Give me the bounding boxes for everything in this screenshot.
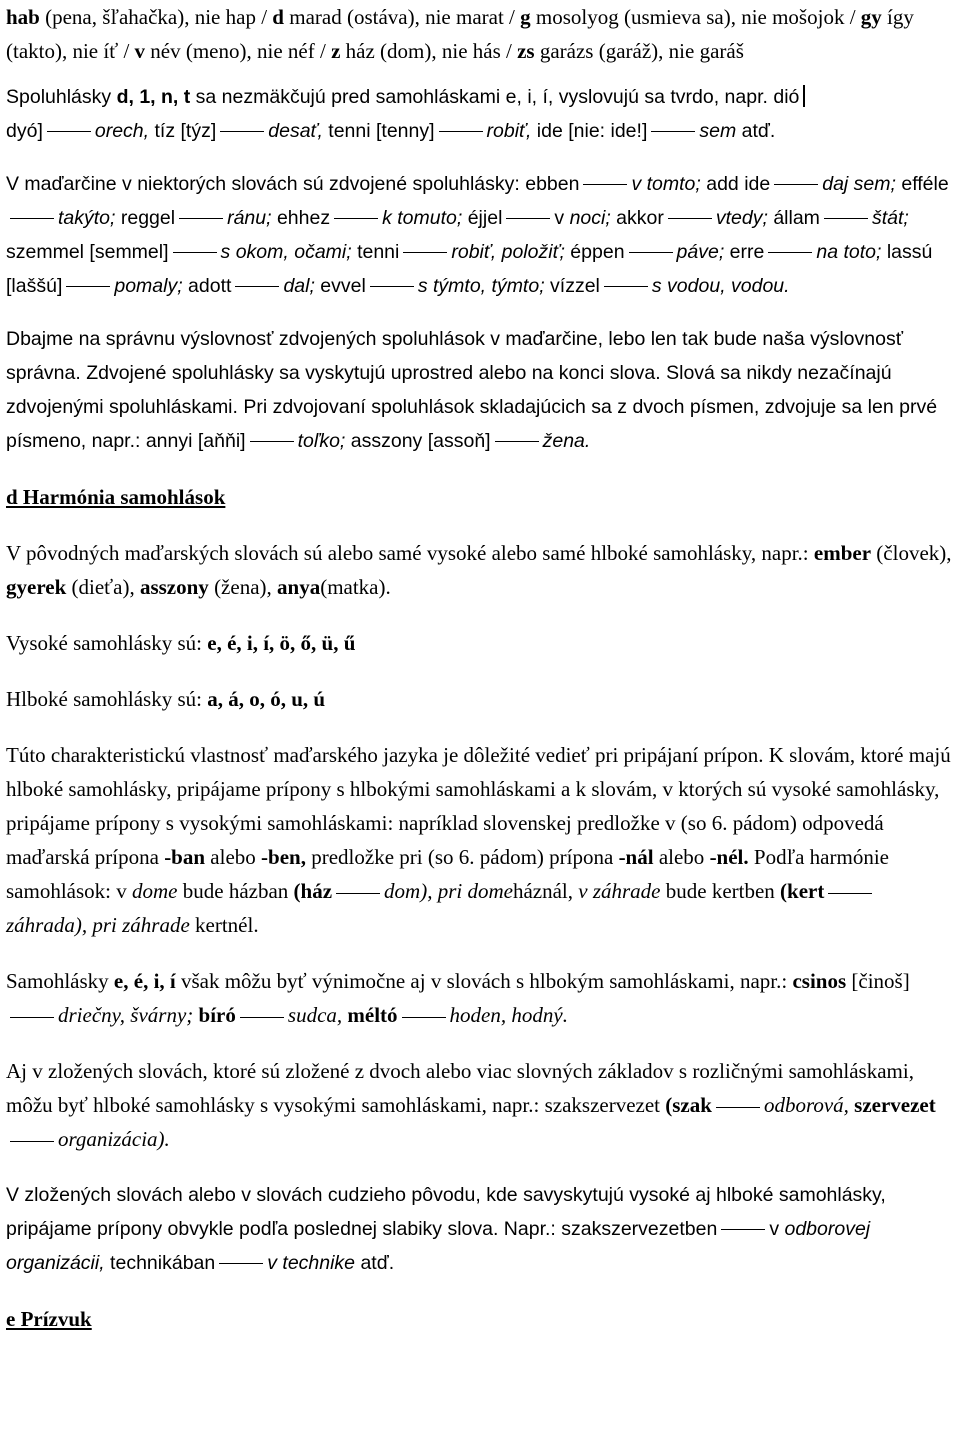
em-dash bbox=[439, 131, 483, 132]
text-run: éjjel bbox=[462, 207, 503, 229]
em-dash bbox=[668, 218, 712, 219]
paragraph-no-palatalization: Spoluhlásky d, 1, n, t sa nezmäkčujú pred samohláskami e, i, í, vyslovujú sa tvrdo, napr. dió dyó] orech, tíz [týz] desať, tenni [tenny] robiť, ide [nie: ide!] sem atď. bbox=[6, 80, 954, 148]
text-run: ránu; bbox=[227, 207, 272, 229]
paragraph-suffix-harmony: Túto charakteristickú vlastnosť maďarského jazyka je dôležité vedieť pri pripájaní prípon. K slovám, ktoré majú hlboké samohlásky, pripájame prípony s hlbokými samohláskami a k slovám, v ktorých sú vysoké samohlásky, pripájame prípony s vysokými samohláskami: napríklad slovenskej predložke v (so 6. pádom) odpovedá maďarská prípona -ban alebo -ben, predložke pri (so 6. pádom) prípona -nál alebo -nél. Podľa harmónie samohlások: v dome bude házban (ház dom), pri domeháznál, v záhrade bude kertben (kertzáhrada), pri záhrade kertnél. bbox=[6, 743, 951, 937]
em-dash bbox=[235, 286, 279, 287]
section-heading-stress: e Prízvuk bbox=[6, 1307, 92, 1331]
text-run: vtedy; bbox=[715, 207, 768, 229]
text-run: noci; bbox=[564, 207, 611, 229]
em-dash bbox=[220, 131, 264, 132]
em-dash bbox=[219, 1263, 263, 1264]
text-run: lassú [laššú] bbox=[6, 241, 933, 297]
em-dash bbox=[403, 252, 447, 253]
em-dash bbox=[583, 184, 627, 185]
em-dash bbox=[66, 286, 110, 287]
text-run: efféle bbox=[895, 173, 949, 195]
text-run: k tomuto; bbox=[382, 207, 463, 229]
em-dash bbox=[47, 131, 91, 132]
em-dash bbox=[824, 218, 868, 219]
em-dash bbox=[370, 286, 414, 287]
text-run: v tomto; bbox=[631, 173, 701, 195]
paragraph-double-consonants bbox=[6, 167, 954, 303]
text-run: állam bbox=[767, 207, 820, 229]
paragraph-high-vowels: Vysoké samohlásky sú: e, é, i, í, ö, ő, ü, ű bbox=[6, 631, 356, 655]
paragraph-pronunciation: Dbajme na správnu výslovnosť zdvojených spoluhlások v maďarčine, lebo len tak bude naša výslovnosť správna. Zdvojené spoluhlásky sa vyskytujú uprostred alebo na konci slova. Slová sa nikdy nezačínajú zdvojenými spoluhláskami. Pri zdvojovaní spoluhlások skladajúcich sa z dvoch písmen, zdvojuje sa len prvé písmeno, napr.: annyi [aňňi] toľko; asszony [assoň] žena. bbox=[6, 328, 938, 452]
em-dash bbox=[774, 184, 818, 185]
em-dash bbox=[716, 1107, 760, 1108]
paragraph-foreign-words: V zložených slovách alebo v slovách cudzieho pôvodu, kde savyskytujú vysoké aj hlboké samohlásky, pripájame prípony obvykle podľa poslednej slabiky slova. Napr.: szakszervezetben v odborovej organizácii, technikában v technike atď. bbox=[6, 1184, 886, 1274]
em-dash bbox=[828, 893, 872, 894]
paragraph-vowel-harmony-intro: V pôvodných maďarských slovách sú alebo samé vysoké alebo samé hlboké samohlásky, napr.: ember (človek), gyerek (dieťa), asszony (žena), anya(matka). bbox=[6, 541, 952, 599]
text-run: vízzel bbox=[544, 275, 600, 297]
em-dash bbox=[179, 218, 223, 219]
em-dash bbox=[240, 1017, 284, 1018]
text-run: dal; bbox=[283, 275, 315, 297]
text-run: erre bbox=[724, 241, 765, 263]
em-dash bbox=[336, 893, 380, 894]
section-heading-vowel-harmony: d Harmónia samohlások bbox=[6, 485, 226, 509]
text-run: éppen bbox=[564, 241, 625, 263]
paragraph-consonant-voicing: hab (pena, šľahačka), nie hap / d marad (ostáva), nie marat / g mosolyog (usmieva sa), nie mošojok / gy így (takto), nie íť / v név (meno), nie néf / z ház (dom), nie hás / zs garázs (garáž), nie garáš bbox=[6, 5, 914, 63]
text-run: páve; bbox=[676, 241, 725, 263]
text-run: na toto; bbox=[816, 241, 882, 263]
paragraph-exceptions: Samohlásky e, é, i, í však môžu byť výnimočne aj v slovách s hlbokým samohláskami, napr.: csinos [činoš]driečny, švárny; bíró sudca, méltó hoden, hodný. bbox=[6, 969, 910, 1027]
em-dash bbox=[173, 252, 217, 253]
text-run: s týmto, týmto; bbox=[417, 275, 545, 297]
em-dash bbox=[402, 1017, 446, 1018]
text-run: štát; bbox=[871, 207, 909, 229]
text-run: robiť, položiť; bbox=[451, 241, 565, 263]
text-run: ehhez bbox=[271, 207, 331, 229]
text-run: v bbox=[554, 207, 565, 229]
text-run: add ide bbox=[700, 173, 771, 195]
paragraph-low-vowels: Hlboké samohlásky sú: a, á, o, ó, u, ú bbox=[6, 687, 326, 711]
em-dash bbox=[250, 441, 294, 442]
text-run: akkor bbox=[610, 207, 664, 229]
em-dash bbox=[10, 1141, 54, 1142]
text-run: s okom, očami; bbox=[220, 241, 352, 263]
em-dash bbox=[495, 441, 539, 442]
em-dash bbox=[651, 131, 695, 132]
em-dash bbox=[334, 218, 378, 219]
text-run: adott bbox=[182, 275, 232, 297]
em-dash bbox=[10, 1017, 54, 1018]
paragraph-compound-words: Aj v zložených slovách, ktoré sú zložené z dvoch alebo viac slovných základov s rozličnými samohláskami, môžu byť hlboké samohlásky s vysokými samohláskami, napr.: szakszervezet (szak odborová, szervezetorganizácia). bbox=[6, 1059, 936, 1151]
text-run: evvel bbox=[314, 275, 366, 297]
em-dash bbox=[604, 286, 648, 287]
em-dash bbox=[721, 1229, 765, 1230]
em-dash bbox=[629, 252, 673, 253]
text-run: daj sem; bbox=[822, 173, 896, 195]
text-run: pomaly; bbox=[114, 275, 183, 297]
text-run: V maďarčine v niektorých slovách sú zdvojené spoluhlásky: ebben bbox=[6, 173, 580, 195]
separator-bar bbox=[803, 85, 805, 107]
text-run: tenni bbox=[351, 241, 400, 263]
text-run: szemmel [semmel] bbox=[6, 241, 169, 263]
text-run: reggel bbox=[115, 207, 176, 229]
em-dash bbox=[506, 218, 550, 219]
em-dash bbox=[10, 218, 54, 219]
em-dash bbox=[768, 252, 812, 253]
text-run: takýto; bbox=[58, 207, 116, 229]
text-run: s vodou, vodou. bbox=[651, 275, 790, 297]
